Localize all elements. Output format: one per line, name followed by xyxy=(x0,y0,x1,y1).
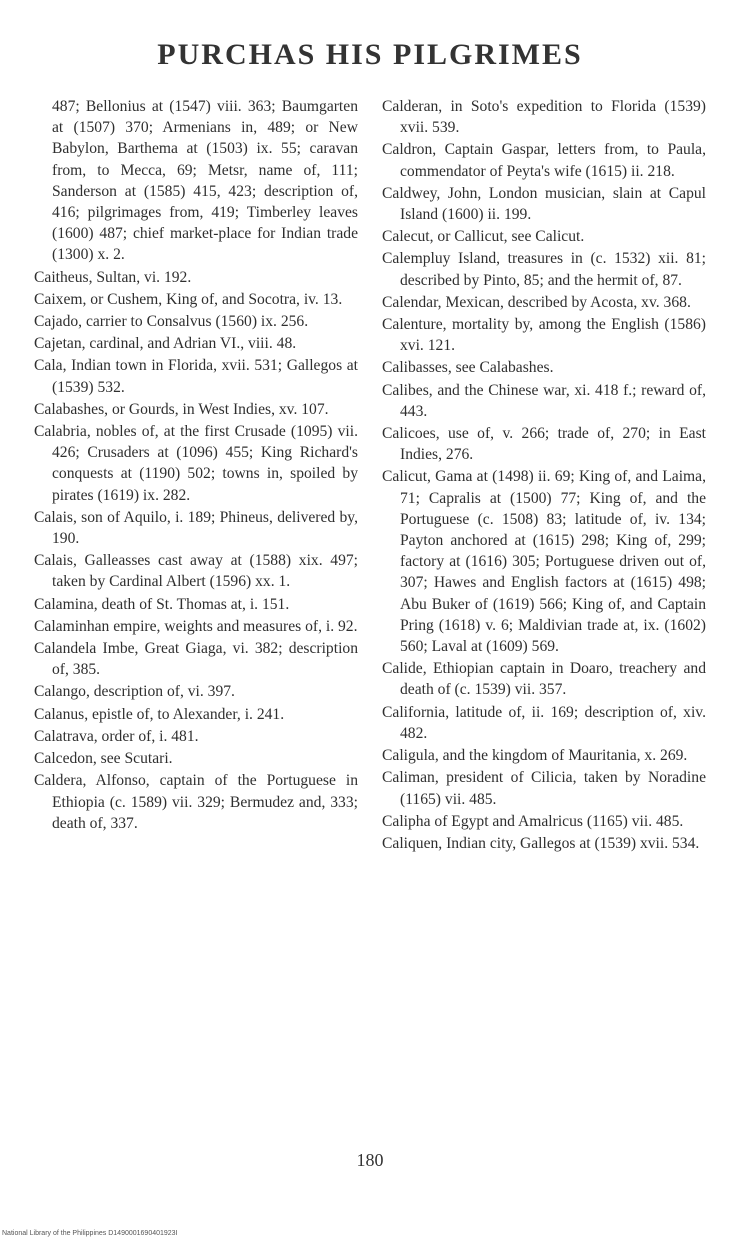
index-entry: Calecut, or Callicut, see Calicut. xyxy=(382,228,585,246)
index-entry: Calatrava, order of, i. 481. xyxy=(34,727,199,745)
index-entry: Caligula, and the kingdom of Mauritania, x. 269. xyxy=(382,747,688,765)
index-entry: Calandela Imbe, Great Giaga, vi. 382; description of, 385. xyxy=(34,640,358,679)
index-entry: Calaminhan empire, weights and measures of, i. 92. xyxy=(34,617,358,635)
index-entry: California, latitude of, ii. 169; description of, xiv. 482. xyxy=(382,703,706,742)
index-entry: Caldera, Alfonso, captain of the Portuguese in Ethiopia (c. 1589) vii. 329; Bermudez and, 333; death of, 337. xyxy=(34,772,358,832)
index-entry: Caitheus, Sultan, vi. 192. xyxy=(34,268,192,286)
library-footer: National Library of the Philippines D1490001690401923I xyxy=(2,1230,178,1237)
index-entry: Calide, Ethiopian captain in Doaro, treachery and death of (c. 1539) vii. 357. xyxy=(382,660,706,699)
index-entry: Calamina, death of St. Thomas at, i. 151. xyxy=(34,595,290,613)
index-entry: Calabria, nobles of, at the first Crusade (1095) vii. 426; Crusaders at (1096) 455; King Richard's conquests at (1190) 502; towns in, spoiled by pirates (1619) ix. 282. xyxy=(34,423,358,504)
index-entry: Caliquen, Indian city, Gallegos at (1539) xvii. 534. xyxy=(382,834,700,852)
index-entry: Calipha of Egypt and Amalricus (1165) vii. 485. xyxy=(382,812,684,830)
page-title: PURCHAS HIS PILGRIMES xyxy=(157,38,583,71)
page-number: 180 xyxy=(356,1150,384,1170)
index-entry: Calicoes, use of, v. 266; trade of, 270; in East Indies, 276. xyxy=(382,425,706,464)
index-entry: Caliman, president of Cilicia, taken by Noradine (1165) vii. 485. xyxy=(382,769,706,808)
left-column xyxy=(34,96,358,835)
index-entry: Calabashes, or Gourds, in West Indies, xv. 107. xyxy=(34,400,329,418)
index-entry: Cajetan, cardinal, and Adrian VI., viii. 48. xyxy=(34,335,297,353)
index-entry: Cajado, carrier to Consalvus (1560) ix. 256. xyxy=(34,313,309,331)
index-entry: Calderan, in Soto's expedition to Florida (1539) xvii. 539. xyxy=(382,98,706,137)
index-entry: Calicut, Gama at (1498) ii. 69; King of, and Laima, 71; Capralis at (1500) 77; King of, and the Portuguese (c. 1508) 83; latitude of, iv. 134; Payton anchored at (1615) 298; King of, 299; factory at (1616) 305; Portuguese driven out of, 307; Hawes and English factors at (1615) 498; Abu Buker of (1619) 566; King of, and Captain Pring (1618) v. 6; Maldivian trade at, ix. (1602) 560; Laval at (1609) 569. xyxy=(382,468,706,656)
index-entry: Calango, description of, vi. 397. xyxy=(34,683,235,701)
index-entry: Caldron, Captain Gaspar, letters from, to Paula, commendator of Peyta's wife (1615) ii. 218. xyxy=(382,141,706,180)
index-entry: Calendar, Mexican, described by Acosta, xv. 368. xyxy=(382,293,691,311)
index-entry: Calibasses, see Calabashes. xyxy=(382,359,554,377)
index-entry: Calanus, epistle of, to Alexander, i. 241. xyxy=(34,705,285,723)
index-entry: Calenture, mortality by, among the English (1586) xvi. 121. xyxy=(382,316,706,355)
index-entry: 487; Bellonius at (1547) viii. 363; Baumgarten at (1507) 370; Armenians in, 489; or New Babylon, Barthema at (1503) ix. 55; caravan from, to Mecca, 69; Metsr, name of, 111; Sanderson at (1585) 415, 423; description of, 416; pilgrimages from, 419; Timberley leaves (1600) 487; chief market-place for Indian trade (1300) x. 2. xyxy=(52,98,358,264)
index-entry: Cala, Indian town in Florida, xvii. 531; Gallegos at (1539) 532. xyxy=(34,357,358,396)
index-entry: Calibes, and the Chinese war, xi. 418 f.; reward of, 443. xyxy=(382,381,706,420)
index-entry: Calcedon, see Scutari. xyxy=(34,750,173,768)
index-entry: Calais, Galleasses cast away at (1588) xix. 497; taken by Cardinal Albert (1596) xx. 1. xyxy=(34,552,358,591)
index-entry: Calais, son of Aquilo, i. 189; Phineus, delivered by, 190. xyxy=(34,508,358,548)
right-column xyxy=(382,96,706,855)
index-entry: Caixem, or Cushem, King of, and Socotra, iv. 13. xyxy=(34,290,343,308)
index-entry: Calempluy Island, treasures in (c. 1532) xii. 81; described by Pinto, 85; and the hermit of, 87. xyxy=(382,250,706,289)
index-entry: Caldwey, John, London musician, slain at Capul Island (1600) ii. 199. xyxy=(382,184,706,224)
